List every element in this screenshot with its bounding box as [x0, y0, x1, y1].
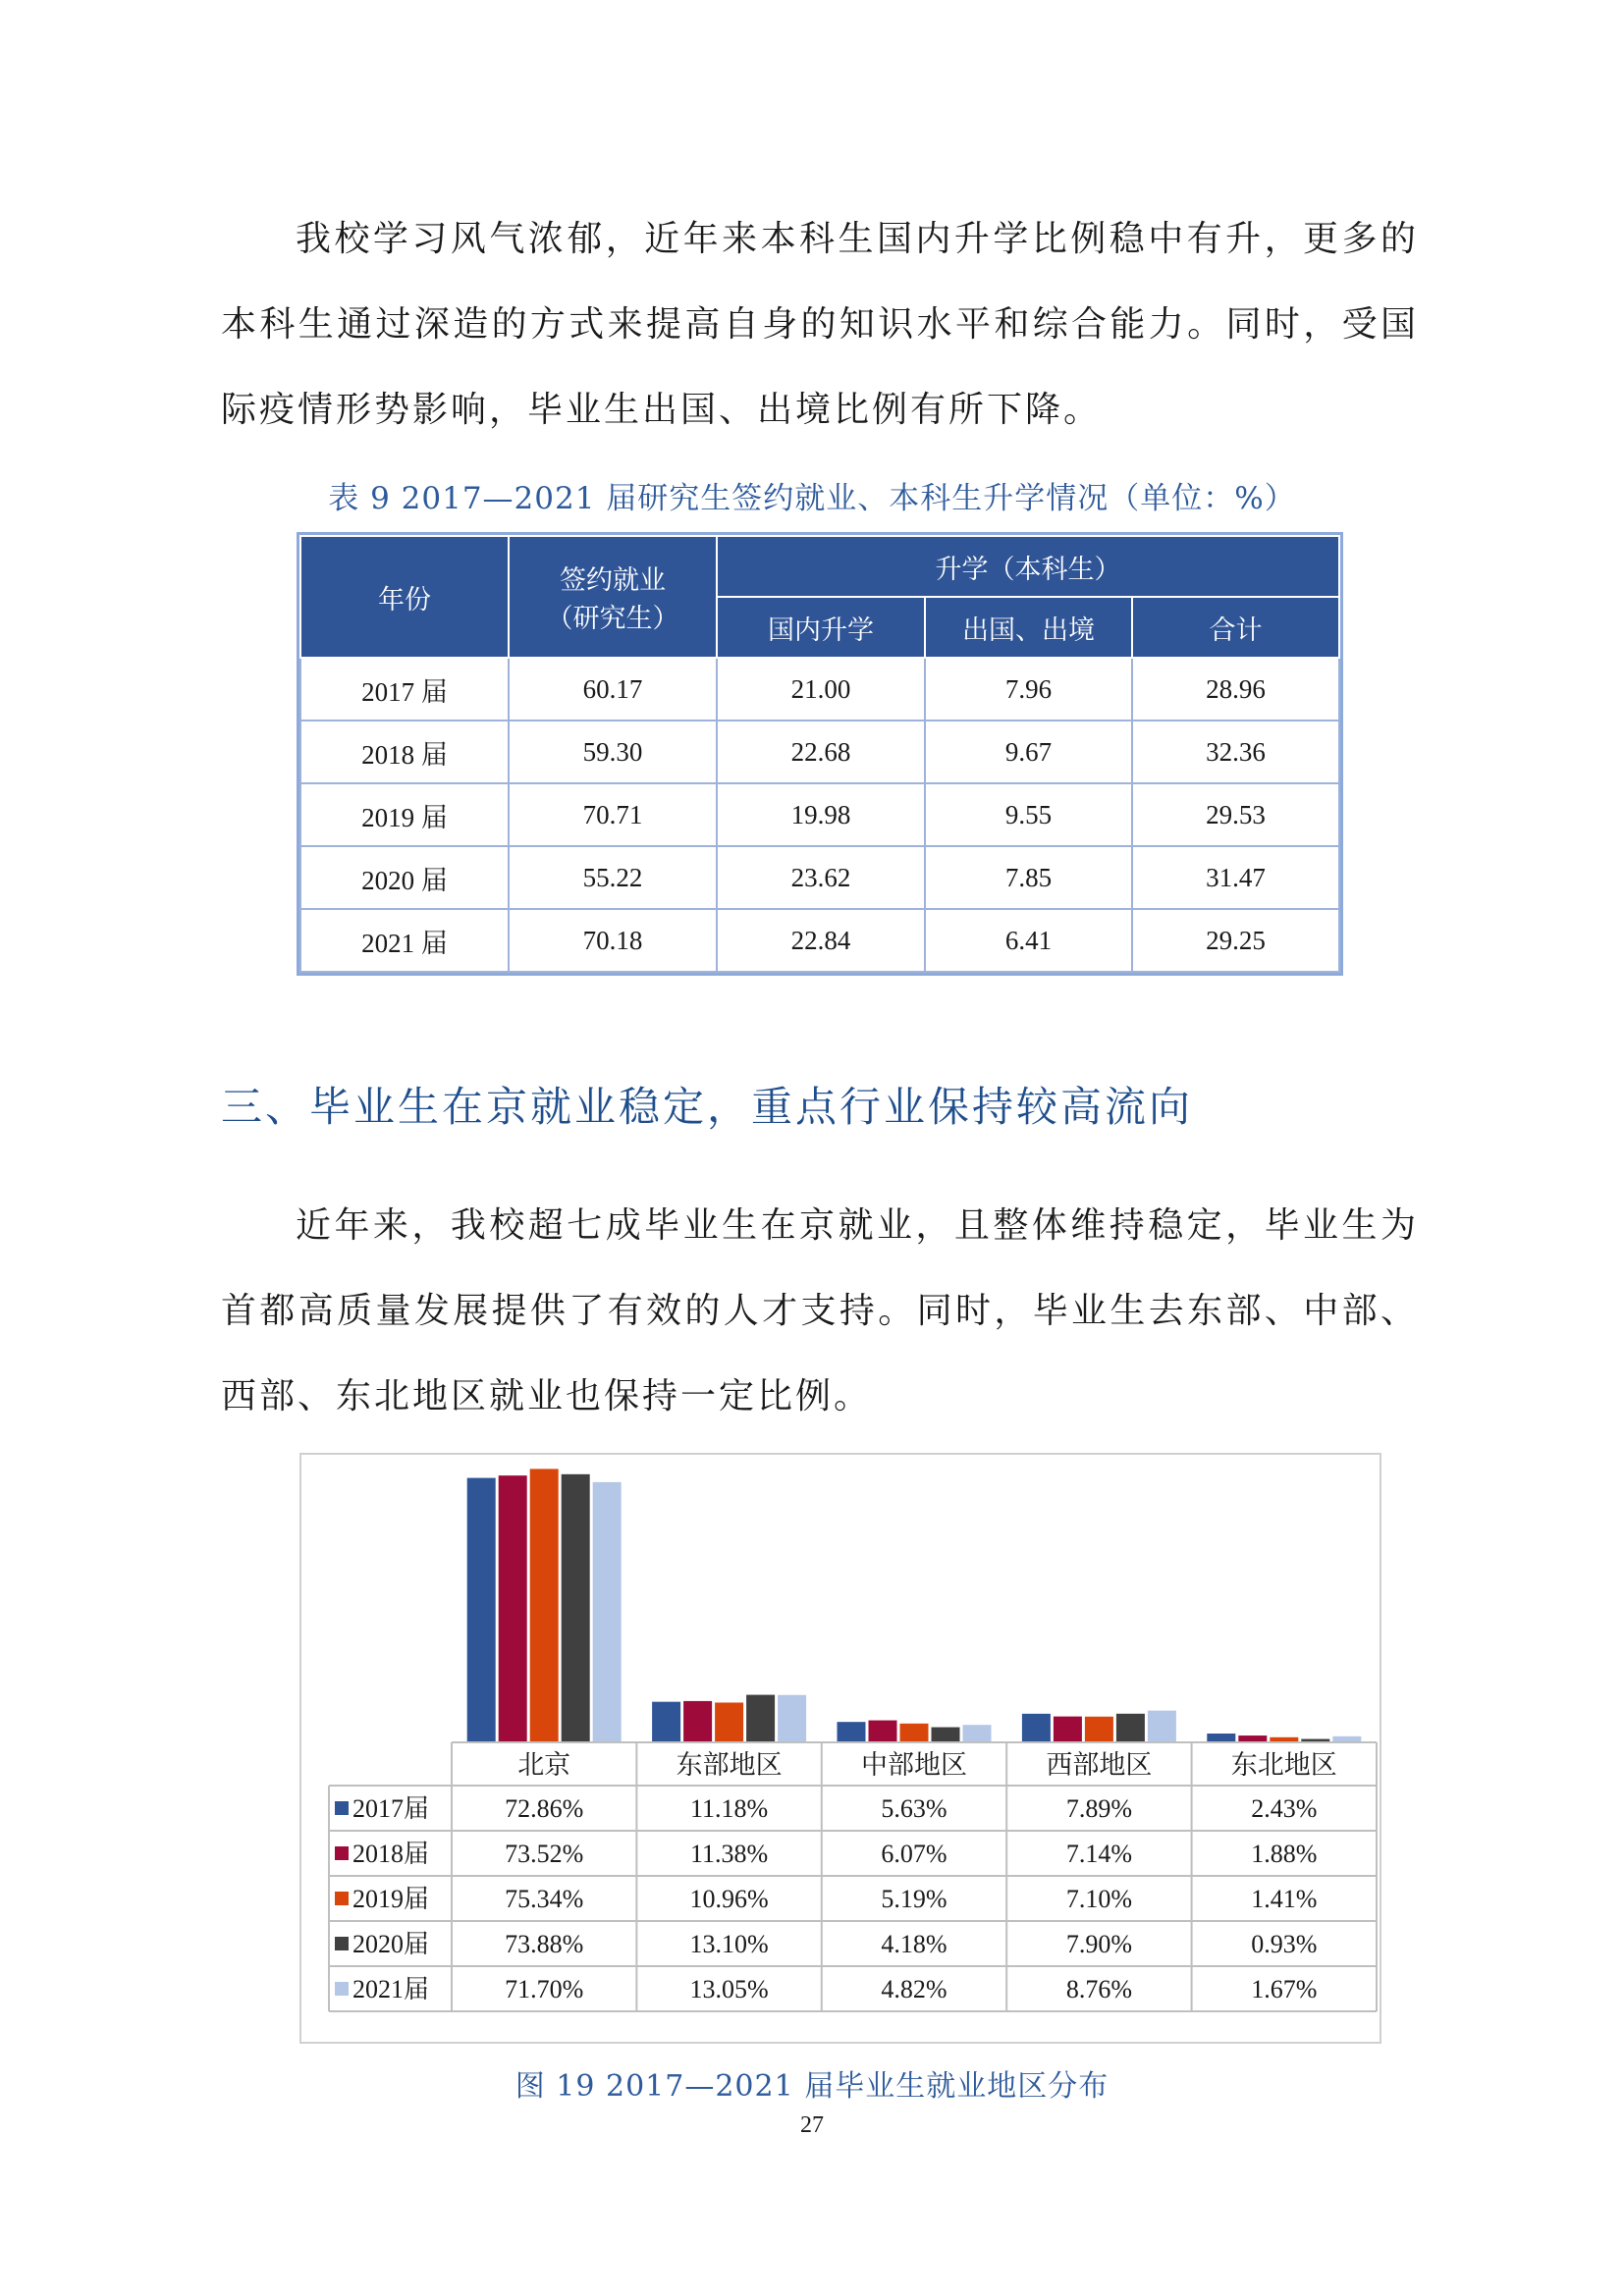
header-total: 合计	[1132, 597, 1339, 658]
legend-label: 2021届	[352, 1975, 430, 2003]
data-label: 73.88%	[505, 1930, 584, 1958]
cell-total: 28.96	[1132, 658, 1339, 721]
bar-0-4	[593, 1482, 622, 1742]
legend-swatch	[335, 1982, 349, 1996]
cell-abroad: 6.41	[925, 909, 1132, 972]
data-label: 73.52%	[505, 1840, 584, 1868]
data-label: 7.89%	[1065, 1794, 1132, 1823]
cell-year: 2018 届	[300, 721, 509, 783]
data-label: 0.93%	[1251, 1930, 1318, 1958]
cell-signed: 59.30	[509, 721, 717, 783]
cell-year: 2020 届	[300, 846, 509, 909]
legend-swatch	[335, 1892, 349, 1905]
category-label: 中部地区	[861, 1750, 967, 1781]
cell-total: 29.25	[1132, 909, 1339, 972]
cell-total: 31.47	[1132, 846, 1339, 909]
header-signed	[509, 536, 717, 658]
bar-1-1	[683, 1701, 712, 1742]
cell-domestic: 23.62	[717, 846, 925, 909]
table-row	[300, 658, 1339, 721]
header-signed-line2: （研究生）	[546, 604, 679, 634]
region-paragraph	[221, 1183, 1419, 1439]
table-row	[300, 783, 1339, 846]
bar-2-2	[900, 1724, 929, 1742]
bar-3-4	[1148, 1711, 1176, 1742]
bar-0-2	[530, 1468, 559, 1742]
category-label: 东部地区	[676, 1750, 783, 1781]
data-label: 4.18%	[881, 1930, 947, 1958]
data-label: 8.76%	[1065, 1975, 1132, 2003]
category-label: 东北地区	[1230, 1750, 1337, 1781]
bar-2-1	[869, 1721, 897, 1742]
table-row	[300, 721, 1339, 783]
cell-year: 2017 届	[300, 658, 509, 721]
bar-3-3	[1116, 1714, 1145, 1742]
bar-4-1	[1238, 1735, 1267, 1742]
data-label: 4.82%	[881, 1975, 947, 2003]
data-label: 11.18%	[689, 1794, 769, 1823]
header-further-study: 升学（本科生）	[717, 536, 1339, 597]
region-chart	[299, 1453, 1381, 2044]
bar-2-4	[963, 1725, 992, 1742]
section-heading: 三、毕业生在京就业稳定，重点行业保持较高流向	[221, 1083, 1194, 1131]
cell-abroad: 7.85	[925, 846, 1132, 909]
data-label: 72.86%	[505, 1794, 584, 1823]
cell-year: 2021 届	[300, 909, 509, 972]
header-domestic: 国内升学	[717, 597, 925, 658]
bar-2-0	[838, 1722, 866, 1742]
bar-0-0	[467, 1478, 496, 1742]
cell-domestic: 22.84	[717, 909, 925, 972]
cell-signed: 55.22	[509, 846, 717, 909]
table-row	[300, 846, 1339, 909]
bar-0-3	[562, 1474, 590, 1742]
category-label: 北京	[517, 1750, 571, 1781]
table-caption: 表 9 2017—2021 届研究生签约就业、本科生升学情况（单位：%）	[328, 481, 1296, 516]
page-number: 27	[800, 2112, 824, 2138]
table-row	[300, 909, 1339, 972]
bar-4-0	[1207, 1734, 1235, 1742]
bar-0-1	[499, 1475, 527, 1742]
legend-swatch	[335, 1937, 349, 1950]
bar-1-2	[715, 1702, 743, 1742]
cell-abroad: 9.55	[925, 783, 1132, 846]
cell-domestic: 19.98	[717, 783, 925, 846]
legend-label: 2017届	[352, 1794, 430, 1823]
data-label: 6.07%	[881, 1840, 947, 1868]
data-label: 71.70%	[505, 1975, 584, 2003]
header-abroad: 出国、出境	[925, 597, 1132, 658]
data-label: 7.90%	[1065, 1930, 1132, 1958]
bar-2-3	[932, 1728, 960, 1742]
data-label: 1.88%	[1251, 1840, 1318, 1868]
bar-3-1	[1054, 1717, 1082, 1742]
region-paragraph-text: 近年来，我校超七成毕业生在京就业，且整体维持稳定，毕业生为首都高质量发展提供了有效的人才支持。同时，毕业生去东部、中部、西部、东北地区就业也保持一定比例。	[221, 1205, 1419, 1416]
data-label: 5.63%	[881, 1794, 947, 1823]
bar-3-0	[1022, 1714, 1051, 1742]
bar-1-3	[746, 1695, 775, 1742]
cell-signed: 70.18	[509, 909, 717, 972]
data-label: 2.43%	[1251, 1794, 1318, 1823]
header-year: 年份	[300, 536, 509, 658]
data-label: 13.10%	[689, 1930, 769, 1958]
cell-total: 29.53	[1132, 783, 1339, 846]
bar-3-2	[1085, 1717, 1113, 1742]
cell-total: 32.36	[1132, 721, 1339, 783]
region-chart-svg	[301, 1455, 1380, 2042]
data-label: 1.41%	[1251, 1885, 1318, 1913]
data-label: 75.34%	[505, 1885, 584, 1913]
cell-signed: 70.71	[509, 783, 717, 846]
data-label: 13.05%	[689, 1975, 769, 2003]
category-label: 西部地区	[1046, 1750, 1153, 1781]
intro-paragraph-text: 我校学习风气浓郁，近年来本科生国内升学比例稳中有升，更多的本科生通过深造的方式来提高自身的知识水平和综合能力。同时，受国际疫情形势影响，毕业生出国、出境比例有所下降。	[221, 219, 1419, 430]
bar-1-0	[652, 1702, 680, 1742]
legend-swatch	[335, 1801, 349, 1815]
data-label: 11.38%	[689, 1840, 769, 1868]
legend-swatch	[335, 1846, 349, 1860]
employment-table	[299, 535, 1340, 973]
data-label: 10.96%	[689, 1885, 769, 1913]
data-label: 5.19%	[881, 1885, 947, 1913]
legend-label: 2019届	[352, 1885, 430, 1913]
cell-abroad: 9.67	[925, 721, 1132, 783]
cell-domestic: 22.68	[717, 721, 925, 783]
intro-paragraph	[221, 196, 1419, 453]
bar-1-4	[778, 1695, 806, 1742]
cell-domestic: 21.00	[717, 658, 925, 721]
legend-label: 2020届	[352, 1930, 430, 1958]
cell-abroad: 7.96	[925, 658, 1132, 721]
data-label: 1.67%	[1251, 1975, 1318, 2003]
data-label: 7.10%	[1065, 1885, 1132, 1913]
cell-signed: 60.17	[509, 658, 717, 721]
legend-label: 2018届	[352, 1840, 430, 1868]
data-label: 7.14%	[1065, 1840, 1132, 1868]
cell-year: 2019 届	[300, 783, 509, 846]
header-signed-line1: 签约就业	[560, 565, 666, 596]
chart-caption: 图 19 2017—2021 届毕业生就业地区分布	[514, 2069, 1110, 2104]
